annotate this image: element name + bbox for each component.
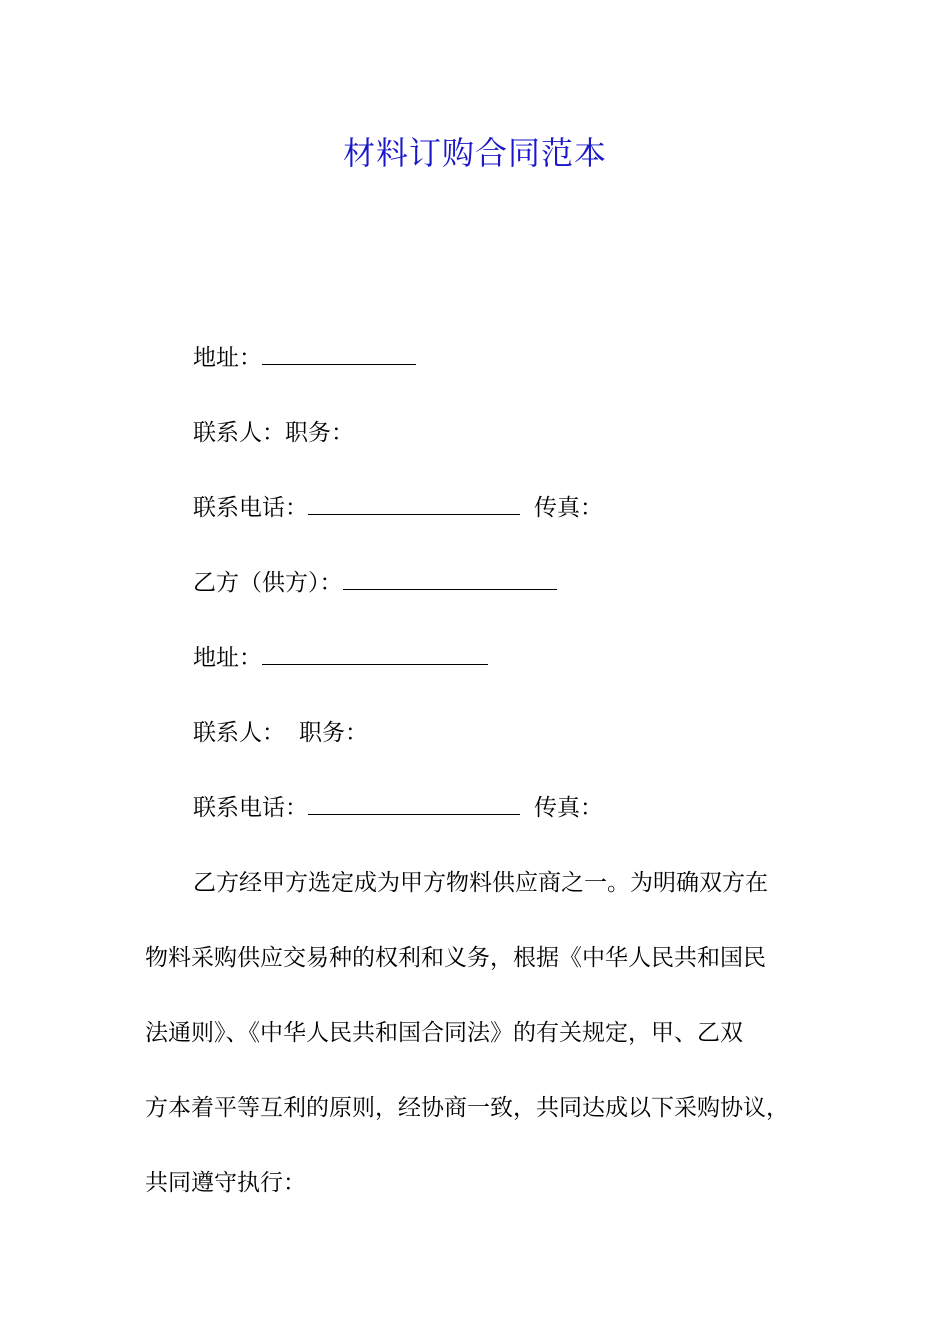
party-b-contact-row (193, 715, 368, 751)
intro-paragraph-line: 乙方经甲方选定成为甲方物料供应商之一。为明确双方在 (193, 870, 768, 896)
party-a-phone-field[interactable] (308, 492, 520, 515)
party-a-address-field[interactable] (262, 342, 416, 365)
intro-paragraph-line: 共同遵守执行： (145, 1170, 306, 1196)
party-a-phone-label: 联系电话： (193, 495, 308, 521)
party-b-phone-row (193, 790, 603, 826)
party-b-address-field[interactable] (262, 642, 488, 665)
intro-paragraph-line: 方本着平等互利的原则，经协商一致，共同达成以下采购协议， (145, 1095, 789, 1121)
page-title: 材料订购合同范本 (342, 134, 607, 172)
party-b-name-row (193, 565, 557, 601)
intro-paragraph-line: 法通则》、《中华人民共和国合同法》的有关规定，甲、乙双 (145, 1020, 743, 1046)
intro-paragraph-line: 物料采购供应交易种的权利和义务，根据《中华人民共和国民 (145, 945, 766, 971)
party-a-address-label: 地址： (193, 345, 262, 371)
party-a-contact-row (193, 415, 354, 451)
party-b-phone-field[interactable] (308, 792, 520, 815)
party-a-phone-row (193, 490, 603, 526)
party-b-position-label: 职务： (299, 720, 368, 746)
party-b-phone-label: 联系电话： (193, 795, 308, 821)
party-a-fax-label: 传真： (534, 495, 603, 521)
party-b-fax-label: 传真： (534, 795, 603, 821)
party-b-address-row (193, 640, 488, 676)
party-b-contact-label: 联系人： (193, 720, 285, 746)
party-b-name-field[interactable] (343, 567, 557, 590)
party-b-address-label: 地址： (193, 645, 262, 671)
party-b-label: 乙方（供方）： (193, 570, 343, 596)
party-a-address-row (193, 340, 416, 376)
party-a-contact-label: 联系人：职务： (193, 420, 354, 446)
